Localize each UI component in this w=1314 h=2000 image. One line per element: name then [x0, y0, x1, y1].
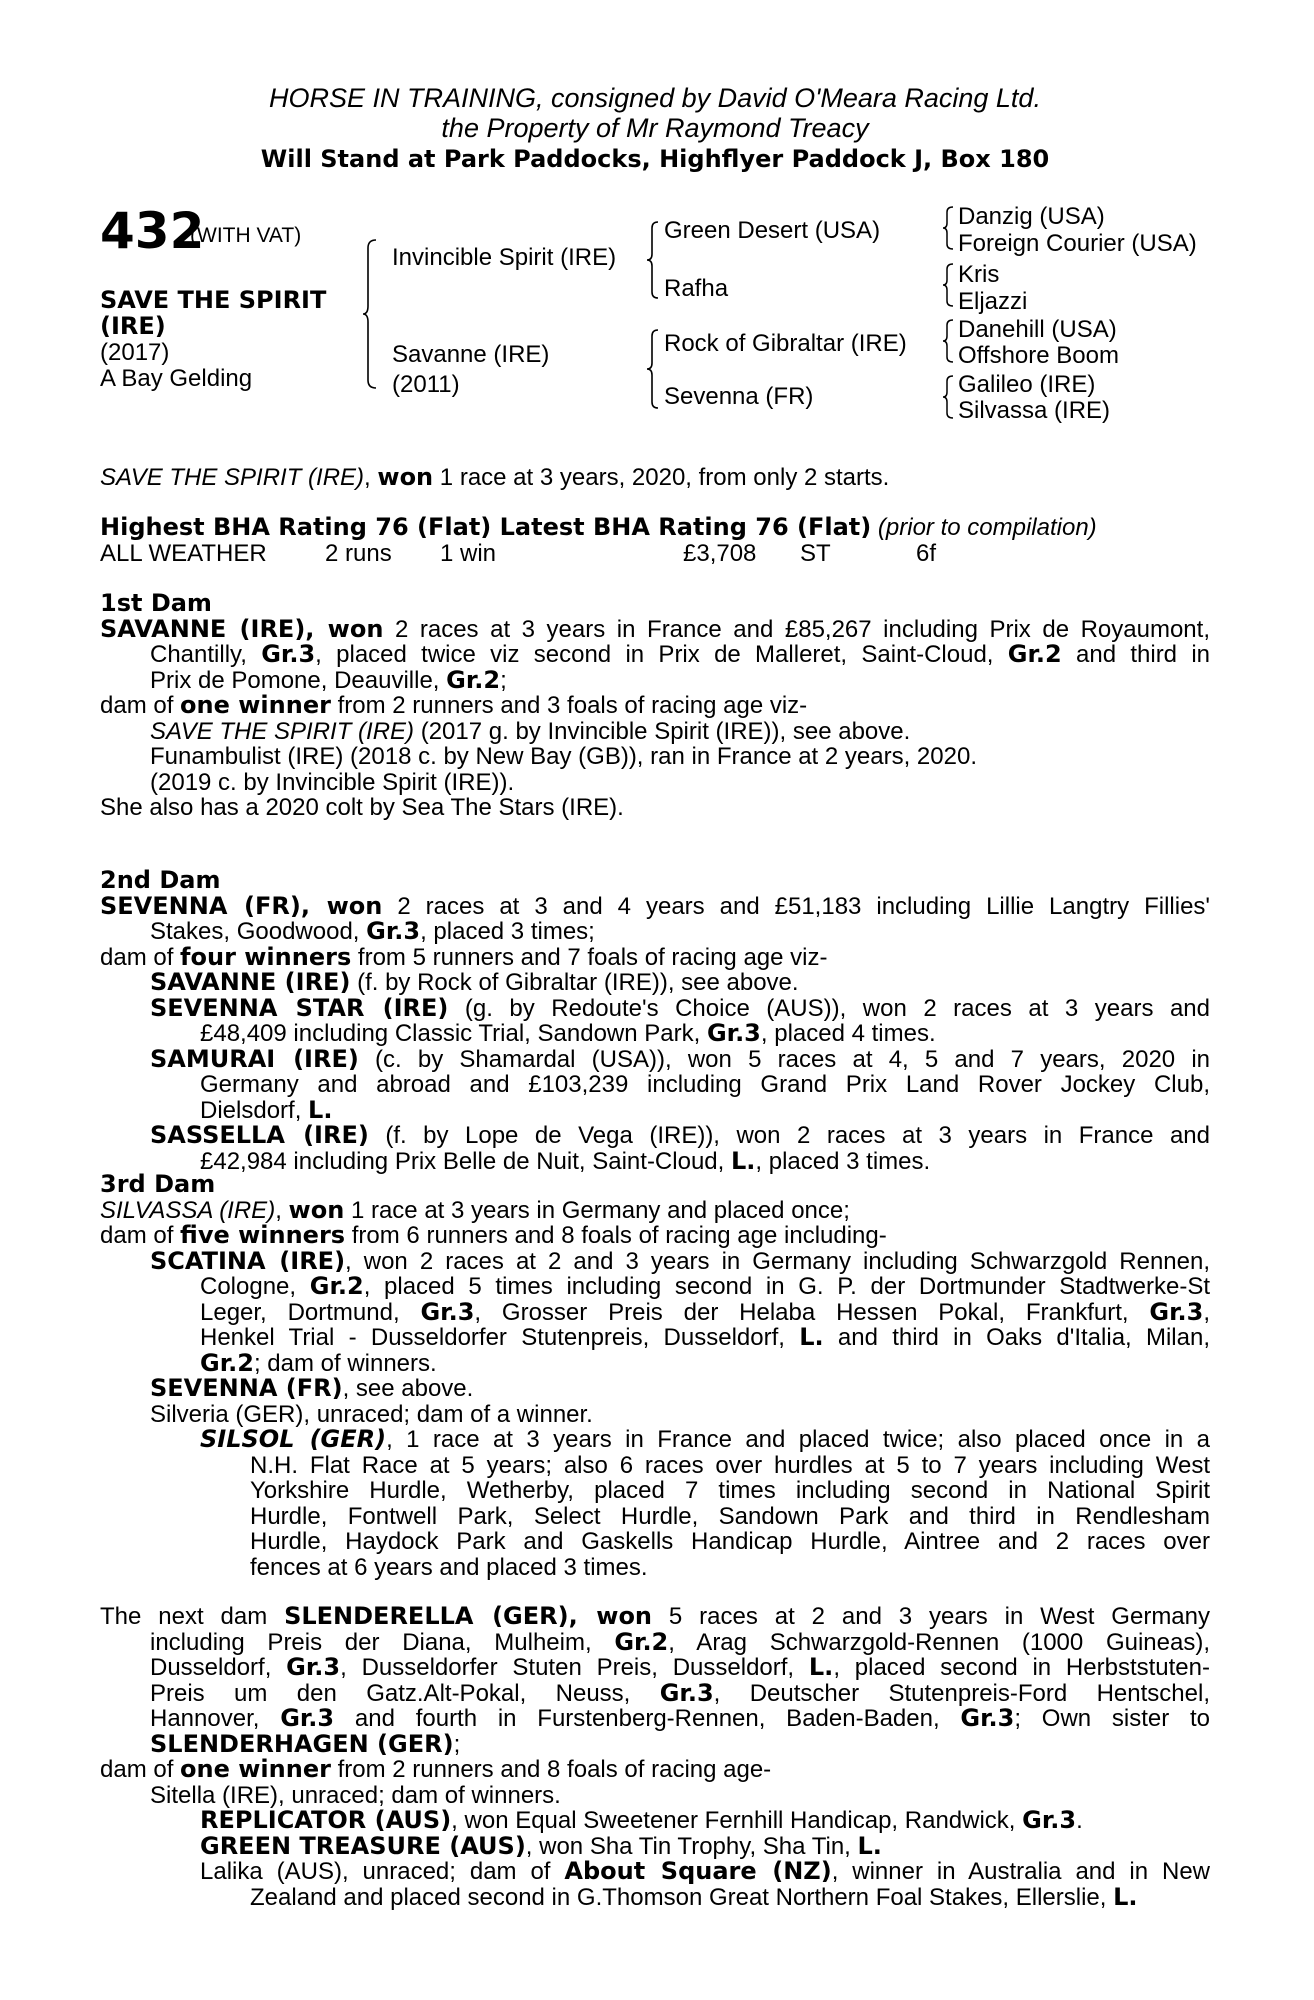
grand-produce-name: SILSOL (GER): [200, 1425, 387, 1453]
produce-text: , won Sha Tin Trophy, Sha Tin,: [525, 1832, 858, 1860]
grade-label: L.: [857, 1831, 882, 1860]
record-surface: ALL WEATHER: [100, 539, 267, 567]
summary-won: won: [377, 463, 434, 491]
grade-label: Gr.3: [960, 1704, 1015, 1732]
pedigree-sds: Kris: [958, 261, 1000, 288]
grade-label: Gr.2: [614, 1627, 669, 1656]
horse-year: (2017): [100, 338, 170, 366]
next-dam-text: ;: [453, 1730, 461, 1758]
produce-line: She also has a 2020 colt by Sea The Stars (IRE).: [100, 794, 624, 821]
grade-label: Gr.3: [286, 1653, 341, 1681]
produce-text: fences at 6 years and placed 3 times.: [250, 1553, 648, 1581]
record-wins: 1 win: [440, 539, 497, 567]
grade-label: L.: [1113, 1882, 1138, 1911]
grade-label: L.: [799, 1323, 824, 1351]
horse-description: A Bay Gelding: [100, 365, 253, 393]
produce-text: (c. by Shamardal (USA)), won 5 races at 4, 5 and 7 years, 2020 in: [358, 1045, 1211, 1073]
dam1-name: SAVANNE (IRE), won: [100, 614, 384, 643]
dam1-text: 2 races at 3 years in France and £85,267 including Prix de Royaumont,: [383, 615, 1210, 643]
pedigree-dam-year: (2011): [392, 371, 460, 398]
produce-text: , placed 3 times.: [755, 1147, 931, 1175]
next-dam-name: SLENDERELLA (GER), won: [284, 1602, 653, 1630]
dam2-text: 2 races at 3 and 4 years and £51,183 including Lillie Langtry Fillies': [382, 892, 1211, 920]
produce-text: , placed 4 times.: [760, 1020, 936, 1047]
grade-label: L.: [730, 1146, 756, 1175]
pedigree-sire-sire: Green Desert (USA): [664, 217, 881, 244]
produce-text: Hurdle, Fontwell Park, Select Hurdle, Sandown Park and third in Rendlesham: [250, 1502, 1210, 1530]
pedigree-brace-ss: [942, 205, 956, 251]
next-dam-text: and fourth in Furstenberg-Rennen, Baden-Baden,: [334, 1705, 961, 1732]
produce-text: , see above.: [342, 1375, 474, 1402]
dam2-text: dam of: [100, 943, 181, 971]
summary-horse-name: SAVE THE SPIRIT (IRE): [100, 464, 365, 491]
produce-text: , won 2 races at 2 and 3 years in Germany including Schwarzgold Rennen,: [345, 1247, 1210, 1275]
produce-text: .: [1076, 1807, 1083, 1834]
dam1-text: dam of: [100, 692, 181, 719]
first-dam-section: [100, 591, 1210, 821]
produce-text: Germany and abroad and £103,239 including Grand Prix Land Rover Jockey Club,: [200, 1071, 1210, 1098]
produce-text: £42,984 including Prix Belle de Nuit, Saint-Cloud,: [200, 1147, 731, 1175]
produce-text: Zealand and placed second in G.Thomson Great Northern Foal Stakes, Ellerslie,: [250, 1883, 1114, 1911]
produce-name: SEVENNA STAR (IRE): [150, 993, 449, 1022]
produce-text: , winner in Australia and in New: [831, 1858, 1211, 1885]
produce-name: SASSELLA (IRE): [150, 1121, 369, 1149]
produce-name: SAMURAI (IRE): [150, 1044, 359, 1073]
summary-text: 1 race at 3 years, 2020, from only 2 starts.: [433, 464, 890, 491]
first-dam-heading: 1st Dam: [100, 589, 212, 617]
pedigree-dam-sire: Rock of Gibraltar (IRE): [664, 330, 907, 357]
produce-line: (2019 c. by Invincible Spirit (IRE)).: [150, 768, 515, 796]
horse-name: SAVE THE SPIRIT: [100, 286, 327, 314]
dam2-name: SEVENNA (FR), won: [100, 891, 383, 920]
grade-label: Gr.3: [1022, 1806, 1077, 1834]
dam2-text: , placed 3 times;: [420, 918, 595, 945]
pedigree-dam: Savanne (IRE): [392, 341, 550, 368]
grade-label: Gr.3: [706, 1019, 761, 1047]
next-dam-text: dam of: [100, 1756, 181, 1783]
produce-line: Sitella (IRE), unraced; dam of winners.: [150, 1781, 561, 1809]
produce-text: Hurdle, Haydock Park and Gaskells Handicap Hurdle, Aintree and 2 races over: [250, 1528, 1210, 1555]
pedigree-brace-main: [362, 238, 382, 390]
stand-line: Will Stand at Park Paddocks, Highflyer Paddock J, Box 180: [260, 145, 1050, 173]
pedigree-sdd: Eljazzi: [958, 288, 1028, 315]
dam3-text: dam of: [100, 1222, 181, 1249]
pedigree-brace-dam: [646, 328, 662, 410]
pedigree-brace-sd: [942, 262, 956, 308]
rating-text: Highest BHA Rating 76 (Flat) Latest BHA Rating 76 (Flat): [100, 513, 872, 541]
grade-label: Gr.2: [1007, 640, 1062, 668]
produce-line: Silveria (GER), unraced; dam of a winner.: [150, 1400, 593, 1428]
second-dam-section: [100, 868, 1210, 1174]
grade-label: Gr.2: [446, 665, 501, 694]
pedigree-dss: Danehill (USA): [958, 316, 1117, 343]
produce-text: Lalika (AUS), unraced; dam of: [200, 1858, 565, 1885]
produce-text: (2017 g. by Invincible Spirit (IRE)), see above.: [414, 717, 911, 745]
dam3-text: from 6 runners and 8 foals of racing age including-: [345, 1222, 887, 1249]
produce-text: Henkel Trial - Dusseldorfer Stutenpreis, Dusseldorf,: [200, 1324, 800, 1351]
sister-name: SLENDERHAGEN (GER): [150, 1729, 454, 1758]
produce-name: SAVE THE SPIRIT (IRE): [150, 717, 415, 745]
winner-count: five winners: [180, 1221, 346, 1249]
produce-name: SEVENNA (FR): [150, 1374, 343, 1402]
grand-produce-name: REPLICATOR (AUS): [200, 1806, 452, 1834]
third-dam-section: [100, 1172, 1210, 1580]
produce-text: (g. by Redoute's Choice (AUS)), won 2 races at 3 years and: [448, 994, 1210, 1022]
next-dam-text: including Preis der Diana, Mulheim,: [150, 1628, 615, 1656]
grade-label: Gr.3: [420, 1297, 475, 1326]
next-dam-text: from 2 runners and 8 foals of racing age-: [330, 1756, 772, 1783]
dam1-text: and third in: [1061, 641, 1211, 668]
pedigree-dds: Galileo (IRE): [958, 371, 1096, 398]
record-runs: 2 runs: [325, 539, 392, 567]
dam3-won: won: [288, 1195, 345, 1224]
dam3-name: SILVASSA (IRE): [100, 1196, 276, 1224]
pedigree-sire-dam: Rafha: [664, 275, 729, 302]
pedigree-sire: Invincible Spirit (IRE): [392, 244, 617, 271]
next-dam-text: , placed second in Herbststuten-: [833, 1654, 1210, 1681]
dam1-text: , placed twice viz second in Prix de Malleret, Saint-Cloud,: [315, 641, 1008, 668]
produce-text: and third in Oaks d'Italia, Milan,: [823, 1324, 1211, 1351]
produce-name: SAVANNE (IRE): [150, 968, 351, 996]
record-prize: £3,708: [683, 539, 757, 567]
next-dam-text: ; Own sister to: [1014, 1705, 1211, 1732]
pedigree-brace-ds: [942, 318, 956, 364]
pedigree-dsd: Offshore Boom: [958, 342, 1119, 369]
rating-block: [100, 515, 1210, 566]
pedigree-dam-dam: Sevenna (FR): [664, 383, 814, 410]
grade-label: Gr.3: [280, 1704, 335, 1732]
grade-label: Gr.3: [1149, 1297, 1204, 1326]
third-dam-heading: 3rd Dam: [100, 1170, 216, 1198]
grade-label: Gr.3: [659, 1678, 714, 1707]
produce-text: N.H. Flat Race at 5 years; also 6 races over hurdles at 5 to 7 years including West: [250, 1451, 1210, 1479]
produce-text: ; dam of winners.: [253, 1349, 437, 1377]
grand-produce-name: About Square (NZ): [564, 1857, 832, 1885]
next-dam-text: , Deutscher Stutenpreis-Ford Hentschel,: [713, 1679, 1210, 1707]
produce-name: SCATINA (IRE): [150, 1246, 346, 1275]
next-dam-section: [100, 1604, 1210, 1910]
next-dam-text: Hannover,: [150, 1705, 281, 1732]
pedigree-sss: Danzig (USA): [958, 203, 1105, 230]
grade-label: L.: [308, 1095, 333, 1124]
winner-count: one winner: [180, 1755, 331, 1783]
record-going: ST: [800, 539, 831, 567]
produce-text: , 1 race at 3 years in France and placed twice; also placed once in a: [386, 1426, 1210, 1453]
dam3-text: 1 race at 3 years in Germany and placed once;: [344, 1196, 850, 1224]
lot-number: 432: [100, 202, 205, 260]
next-dam-text: , Dusseldorfer Stuten Preis, Dusseldorf,: [340, 1654, 809, 1681]
dam1-text: Chantilly,: [150, 641, 262, 668]
next-dam-text: Preis um den Gatz.Alt-Pokal, Neuss,: [150, 1679, 660, 1707]
winner-count: one winner: [180, 691, 331, 719]
produce-text: ,: [1203, 1298, 1210, 1326]
dam1-text: from 2 runners and 3 foals of racing age viz-: [330, 692, 808, 719]
grade-label: Gr.2: [200, 1348, 254, 1377]
winner-count: four winners: [180, 942, 352, 971]
grand-produce-name: GREEN TREASURE (AUS): [200, 1831, 526, 1860]
pedigree-brace-sire: [646, 220, 662, 300]
pedigree-ssd: Foreign Courier (USA): [958, 230, 1197, 257]
produce-text: Leger, Dortmund,: [200, 1298, 421, 1326]
next-dam-text: The next dam: [100, 1603, 285, 1630]
rating-record-row: [100, 541, 1210, 567]
horse-info: [100, 287, 326, 393]
dam2-text: Stakes, Goodwood,: [150, 918, 367, 945]
dam3-text: ,: [275, 1196, 289, 1224]
produce-text: , won Equal Sweetener Fernhill Handicap, Randwick,: [451, 1807, 1023, 1834]
grade-label: L.: [808, 1653, 834, 1681]
dam1-text: Prix de Pomone, Deauville,: [150, 666, 447, 694]
race-summary: SAVE THE SPIRIT (IRE), won 1 race at 3 years, 2020, from only 2 starts.: [100, 463, 890, 491]
produce-text: Dielsdorf,: [200, 1096, 309, 1124]
grade-label: Gr.3: [261, 640, 316, 668]
vat-note: (WITH VAT): [190, 224, 302, 247]
produce-text: , Grosser Preis der Helaba Hessen Pokal, Frankfurt,: [474, 1298, 1150, 1326]
pedigree-ddd: Silvassa (IRE): [958, 397, 1111, 424]
horse-origin: (IRE): [100, 312, 166, 341]
next-dam-text: 5 races at 2 and 3 years in West Germany: [652, 1603, 1211, 1630]
second-dam-heading: 2nd Dam: [100, 866, 221, 894]
rating-note: (prior to compilation): [877, 514, 1097, 541]
produce-text: , placed 5 times including second in G. P. der Dortmunder Stadtwerke-St: [363, 1273, 1210, 1300]
produce-text: (f. by Rock of Gibraltar (IRE)), see above.: [350, 969, 799, 996]
dam1-text: ;: [500, 666, 507, 694]
grade-label: Gr.2: [309, 1272, 364, 1300]
record-distance: 6f: [916, 539, 937, 567]
next-dam-text: , Arag Schwarzgold-Rennen (1000 Guineas),: [668, 1628, 1210, 1656]
produce-text: (f. by Lope de Vega (IRE)), won 2 races at 3 years in France and: [368, 1122, 1210, 1149]
dam2-text: from 5 runners and 7 foals of racing age viz-: [351, 943, 828, 971]
produce-line: Funambulist (IRE) (2018 c. by New Bay (GB)), ran in France at 2 years, 2020.: [150, 743, 977, 770]
produce-text: Yorkshire Hurdle, Wetherby, placed 7 times including second in National Spirit: [250, 1477, 1210, 1504]
consignor-line: HORSE IN TRAINING, consigned by David O'Meara Racing Ltd.: [269, 83, 1041, 113]
property-line: the Property of Mr Raymond Treacy: [441, 113, 869, 143]
pedigree-brace-dd: [942, 374, 956, 420]
produce-text: Cologne,: [200, 1273, 310, 1300]
next-dam-text: Dusseldorf,: [150, 1654, 287, 1681]
grade-label: Gr.3: [366, 917, 421, 945]
produce-text: £48,409 including Classic Trial, Sandown Park,: [200, 1020, 707, 1047]
